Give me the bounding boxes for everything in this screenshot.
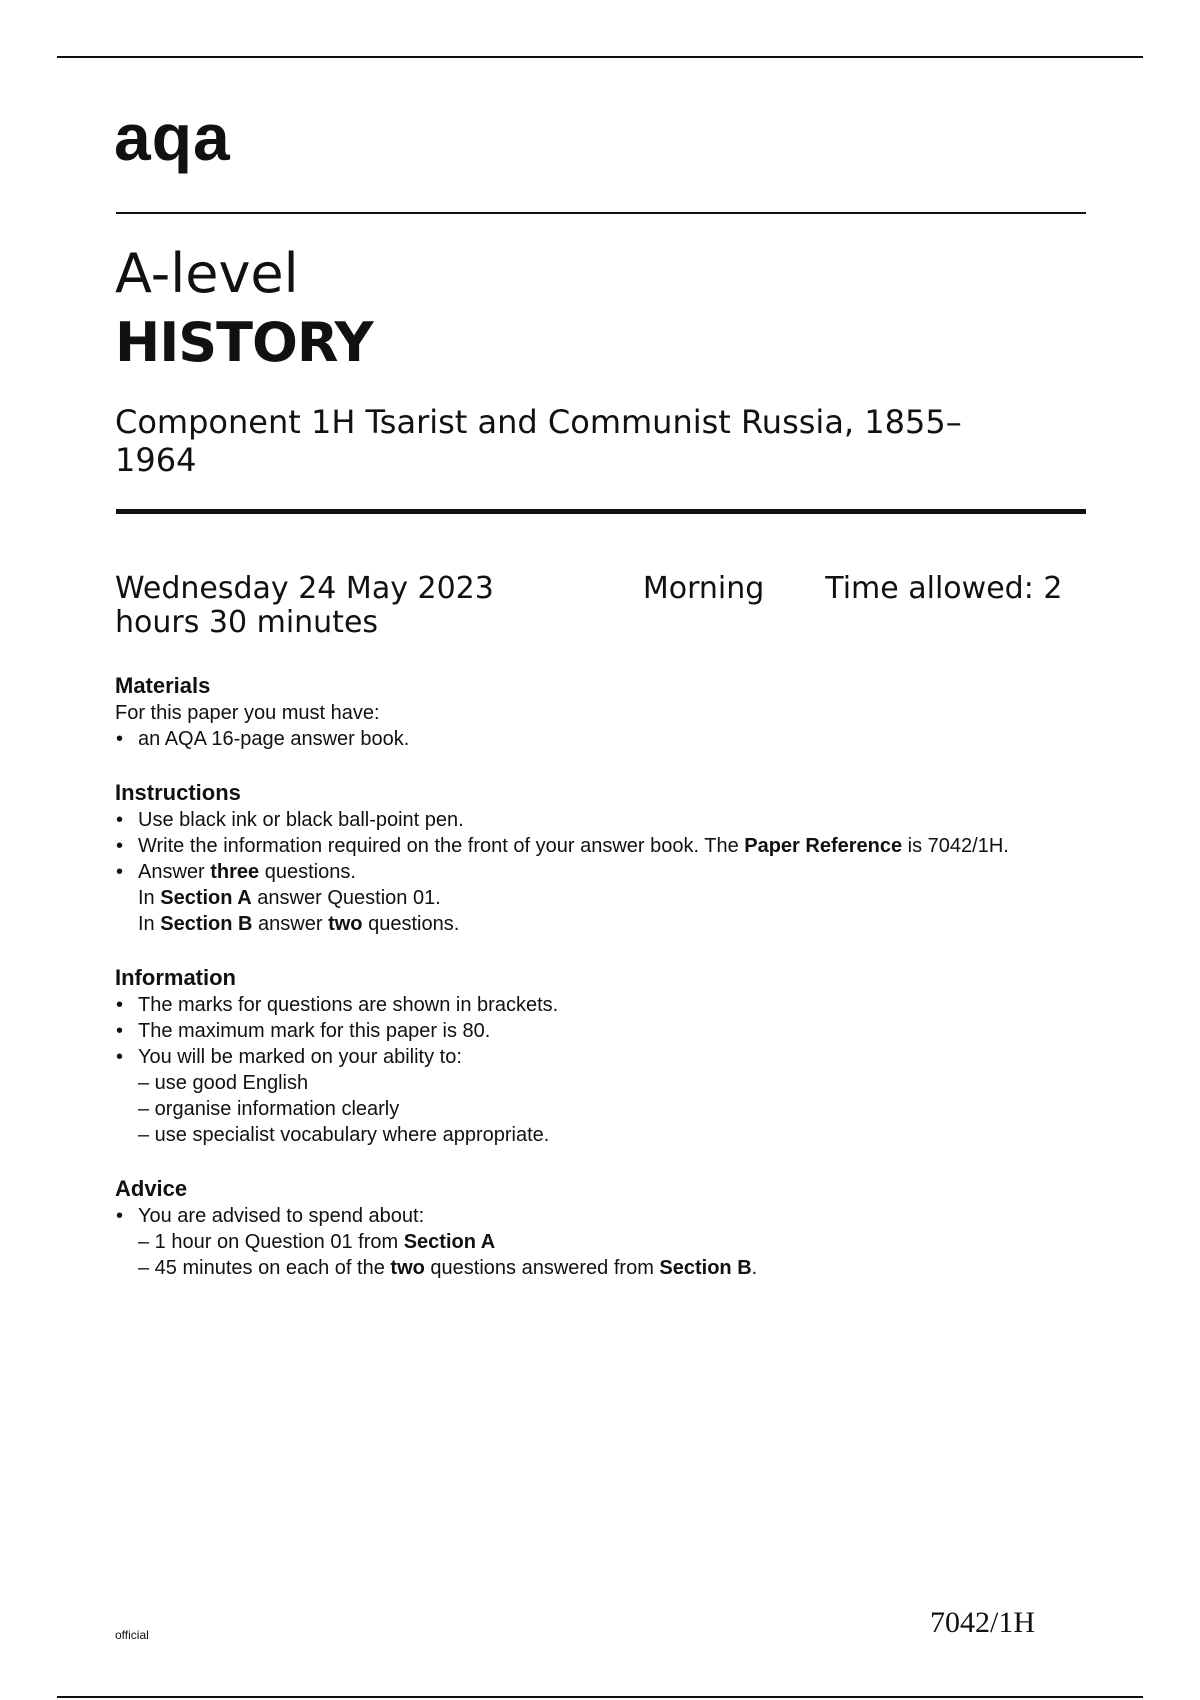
time-allowed: Time allowed: 2 hours 30 minutes: [115, 571, 1063, 640]
exam-session: Morning: [642, 571, 765, 606]
list-item: [115, 859, 1085, 937]
paper-reference: 7042/1H: [930, 1606, 1035, 1639]
list-item-text: questions answered from: [424, 1257, 660, 1279]
sub-line: – use good English: [138, 1072, 309, 1094]
list-item-text: questions.: [362, 913, 460, 935]
list-item-text: Answer: [138, 861, 211, 883]
list-item-text: In: [138, 887, 161, 909]
component-title: Component 1H Tsarist and Communist Russia, 1855–1964: [115, 403, 962, 479]
aqa-logo: aqa: [114, 100, 231, 174]
list-item-text: In: [138, 913, 161, 935]
list-item: • The marks for questions are shown in brackets.: [115, 992, 1085, 1018]
list-item-text: – 1 hour on Question 01 from: [138, 1231, 404, 1253]
emphasis: Section B: [659, 1257, 752, 1279]
instructions-section: [115, 779, 1085, 937]
title-divider: [116, 509, 1086, 514]
classification-label: official: [115, 1628, 149, 1642]
information-heading: Information: [115, 965, 236, 990]
subject-title: HISTORY: [115, 311, 373, 374]
emphasis: Section A: [403, 1231, 496, 1253]
list-item: [115, 1203, 1085, 1281]
list-item: • The maximum mark for this paper is 80.: [115, 1018, 1085, 1044]
materials-heading: Materials: [115, 673, 211, 698]
materials-section: [115, 672, 1085, 752]
list-item: • Use black ink or black ball-point pen.: [115, 807, 1085, 833]
emphasis: three: [210, 861, 260, 883]
paper-reference-label: Paper Reference: [744, 835, 903, 857]
instructions-heading: Instructions: [115, 780, 241, 805]
advice-heading: Advice: [115, 1176, 188, 1201]
list-item-text: questions.: [259, 861, 356, 883]
sub-line: – use specialist vocabulary where appropriate.: [138, 1124, 550, 1146]
list-item-text: answer: [252, 913, 329, 935]
list-item-text: You are advised to spend about:: [138, 1205, 425, 1227]
bottom-rule: [57, 1696, 1143, 1698]
list-item-text: .: [751, 1257, 758, 1279]
logo-divider: [116, 212, 1086, 214]
emphasis: Section A: [160, 887, 252, 909]
sub-line: [138, 1229, 1085, 1255]
information-section: [115, 964, 1085, 1148]
exam-date: Wednesday 24 May 2023: [115, 571, 494, 606]
materials-list: [115, 726, 1085, 752]
list-item-text: You will be marked on your ability to:: [138, 1046, 462, 1068]
sub-line: – organise information clearly: [138, 1098, 400, 1120]
list-item: [115, 1044, 1085, 1148]
list-item-text: answer Question 01.: [251, 887, 441, 909]
rubric: [115, 672, 1085, 1308]
emphasis: Section B: [160, 913, 253, 935]
list-item-text: Write the information required on the front of your answer book. The: [138, 835, 745, 857]
advice-section: [115, 1175, 1085, 1281]
emphasis: two: [328, 913, 363, 935]
sub-line: [138, 1255, 1085, 1281]
sub-line: [138, 885, 1085, 911]
materials-intro: For this paper you must have:: [115, 702, 380, 724]
information-list: [115, 992, 1085, 1148]
advice-list: [115, 1203, 1085, 1281]
emphasis: two: [390, 1257, 425, 1279]
list-item-text: – 45 minutes on each of the: [138, 1257, 391, 1279]
sub-line: [138, 911, 1085, 937]
list-item: • an AQA 16-page answer book.: [115, 726, 1085, 752]
list-item-text: is 7042/1H.: [902, 835, 1009, 857]
qualification-level: A-level: [115, 242, 299, 305]
list-item: [115, 833, 1085, 859]
exam-info-line: [115, 572, 1085, 640]
instructions-list: [115, 807, 1085, 937]
top-rule: [57, 56, 1143, 58]
